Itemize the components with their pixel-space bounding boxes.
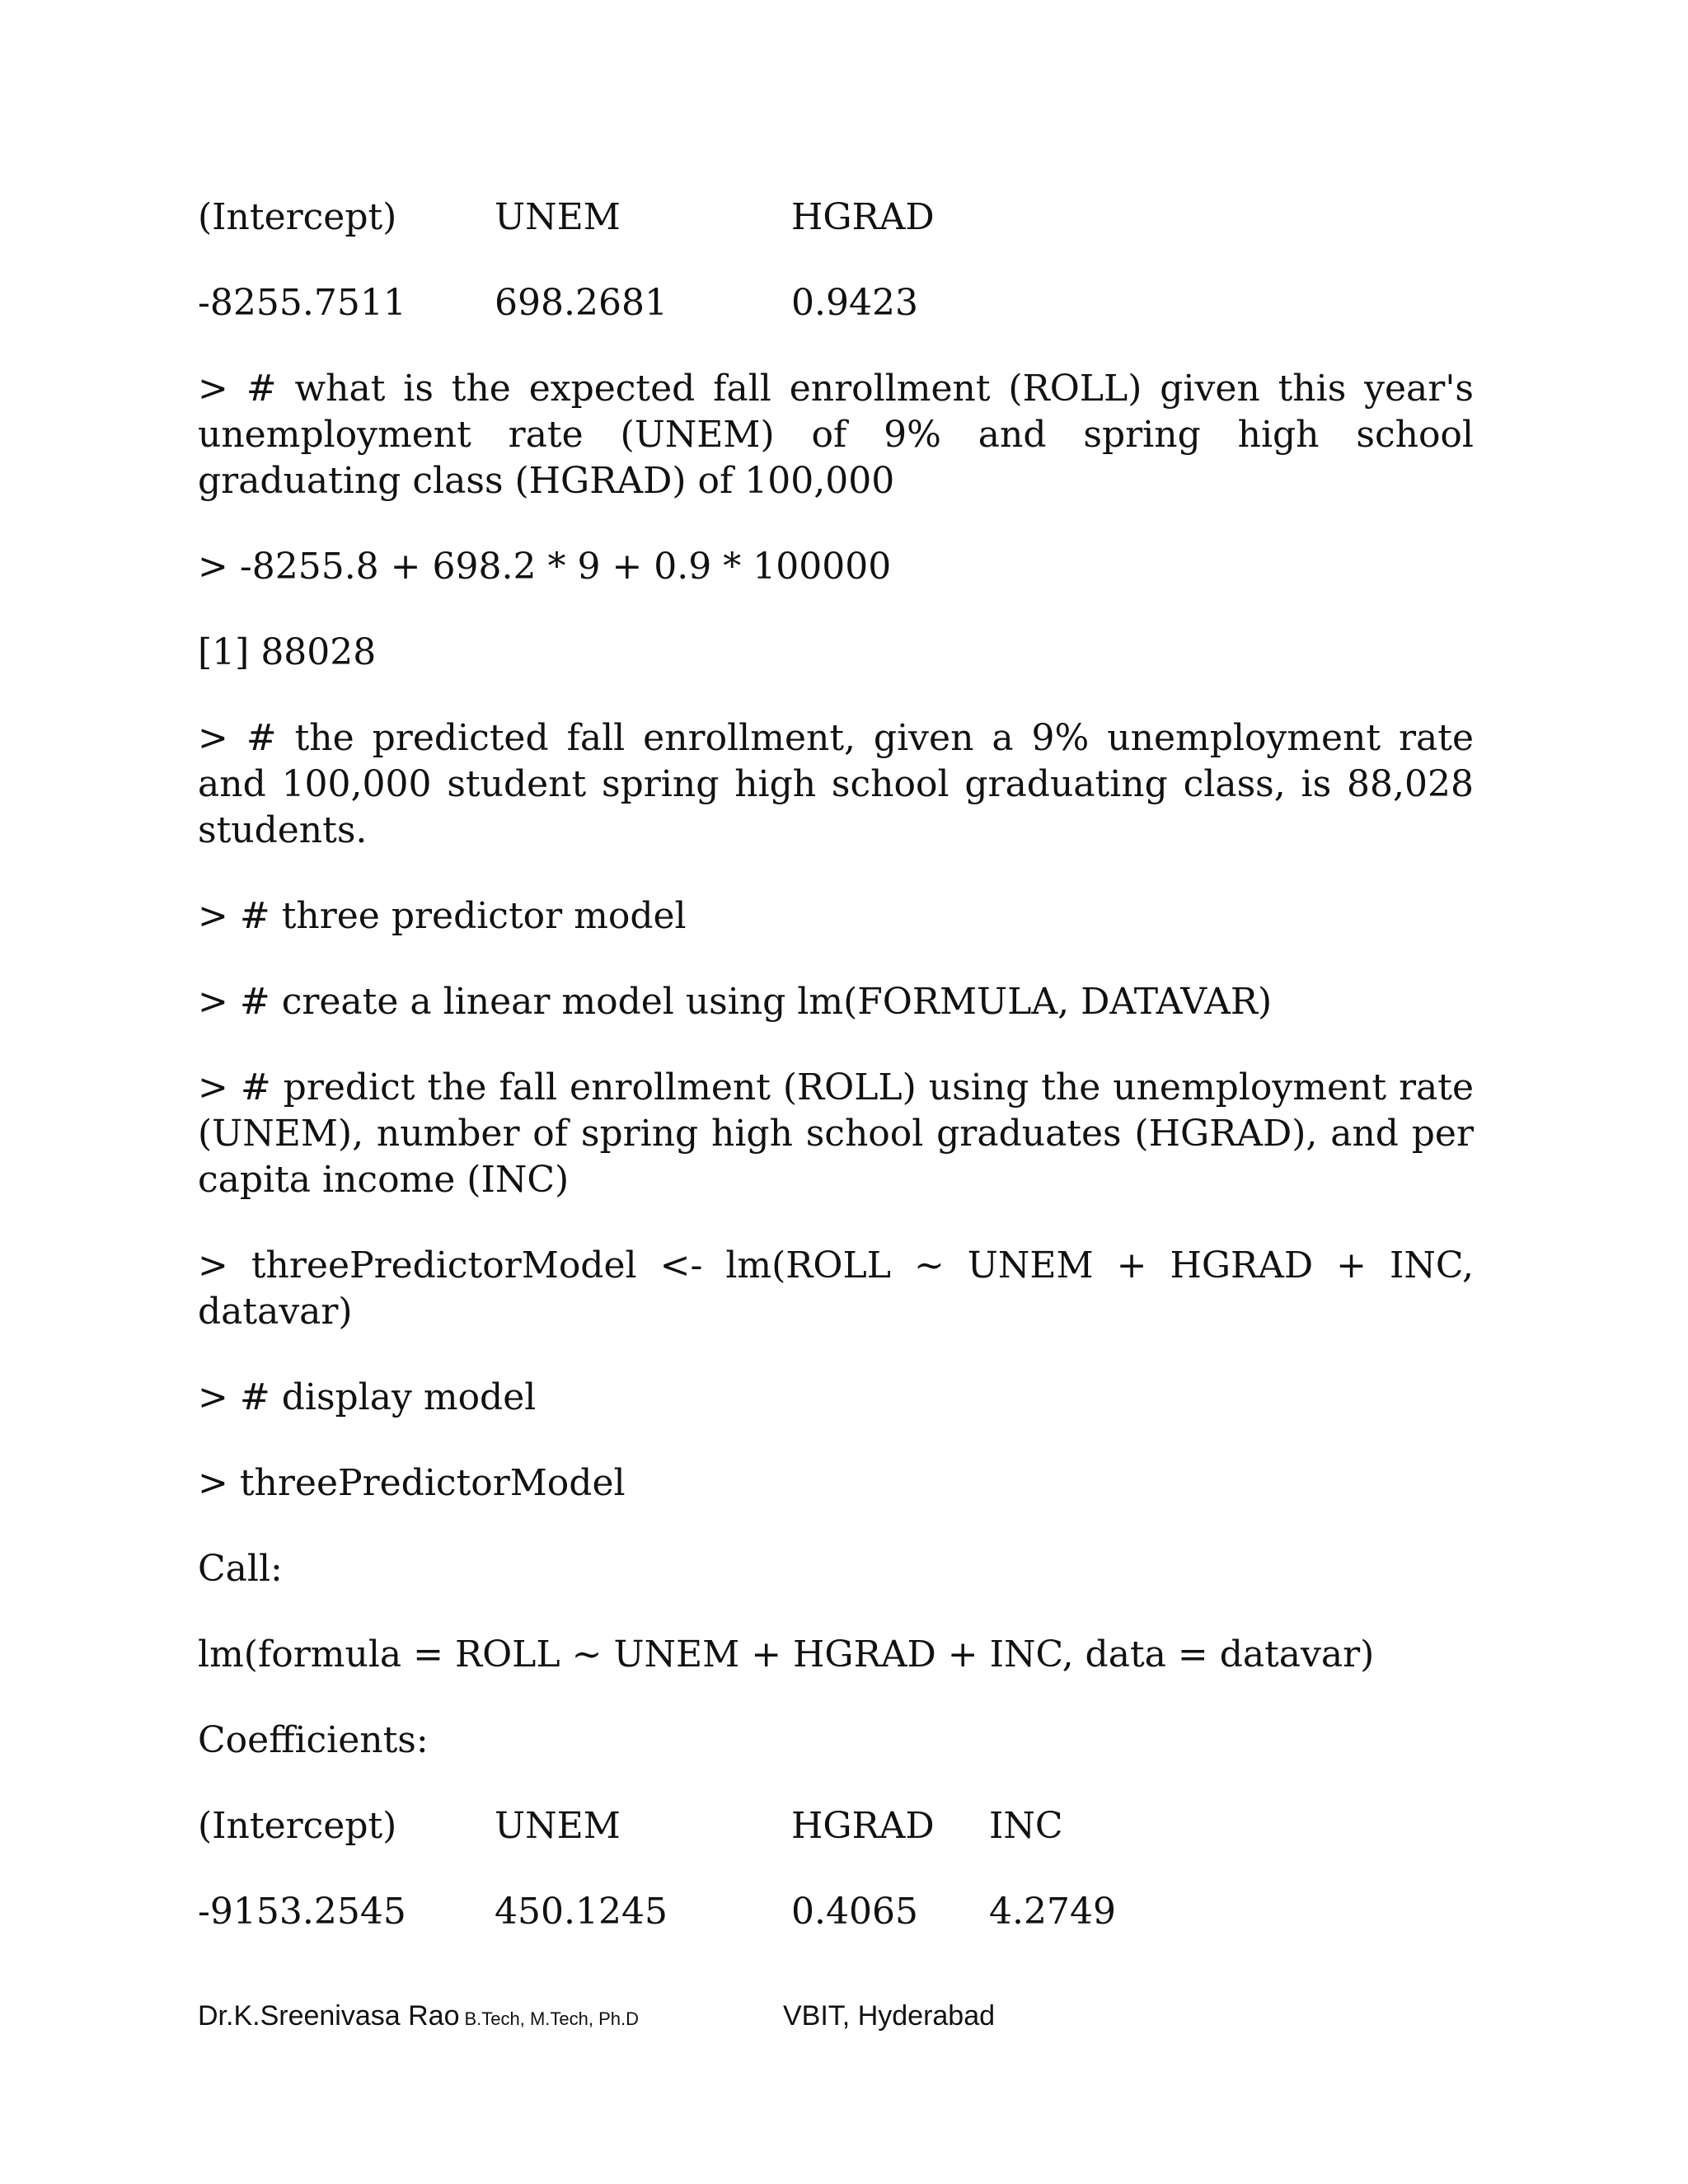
- coef2-header-intercept: (Intercept): [198, 1805, 397, 1847]
- page-content: [198, 194, 1474, 1975]
- prediction-result: [1] 88028: [198, 631, 377, 673]
- model-assignment: > threePredictorModel <- lm(ROLL ~ UNEM + HGRAD + INC, datavar): [198, 1244, 1474, 1333]
- comment-predict-roll: > # predict the fall enrollment (ROLL) using the unemployment rate (UNEM), number of spring high school graduates (HGRAD), and per capita income (INC): [198, 1066, 1474, 1201]
- coef-header-row-2: [198, 1803, 1474, 1849]
- coef2-header-inc: INC: [989, 1805, 1063, 1847]
- comment-create-linear-model: > # create a linear model using lm(FORMULA, DATAVAR): [198, 981, 1273, 1023]
- coef-value-row-1: [198, 280, 1474, 326]
- coef-header-row-1: [198, 194, 1474, 241]
- prediction-formula: > -8255.8 + 698.2 * 9 + 0.9 * 100000: [198, 546, 892, 588]
- coef-value-unem: 698.2681: [495, 282, 668, 324]
- coef-value-hgrad: 0.9423: [791, 282, 918, 324]
- coef2-header-hgrad: HGRAD: [791, 1805, 935, 1847]
- coef2-value-unem: 450.1245: [495, 1891, 668, 1933]
- coefficients-label: Coefficients:: [198, 1719, 429, 1761]
- coef2-header-unem: UNEM: [495, 1805, 621, 1847]
- page-footer: [198, 1998, 1484, 2037]
- coef-header-intercept: (Intercept): [198, 196, 397, 238]
- footer-institution: VBIT, Hyderabad: [783, 2000, 996, 2032]
- call-label: Call:: [198, 1548, 283, 1590]
- coef-header-unem: UNEM: [495, 196, 621, 238]
- coef2-value-intercept: -9153.2545: [198, 1891, 406, 1933]
- footer-author: Dr.K.Sreenivasa Rao: [198, 2000, 460, 2032]
- coef-value-intercept: -8255.7511: [198, 282, 406, 324]
- coef-header-hgrad: HGRAD: [791, 196, 935, 238]
- comment-expected-enrollment: > # what is the expected fall enrollment (ROLL) given this year's unemployment rate (UNEM) of 9% and spring high school graduating class (HGRAD) of 100,000: [198, 368, 1474, 502]
- model-print-command: > threePredictorModel: [198, 1462, 626, 1504]
- coef-value-row-2: [198, 1889, 1474, 1935]
- coef2-value-inc: 4.2749: [989, 1891, 1116, 1933]
- footer-degrees: B.Tech, M.Tech, Ph.D: [464, 2008, 640, 2029]
- comment-three-predictor: > # three predictor model: [198, 895, 687, 937]
- comment-predicted-enrollment: > # the predicted fall enrollment, given a 9% unemployment rate and 100,000 student spring high school graduating class, is 88,028 students.: [198, 717, 1474, 851]
- call-formula: lm(formula = ROLL ~ UNEM + HGRAD + INC, data = datavar): [198, 1633, 1375, 1675]
- coef2-value-hgrad: 0.4065: [791, 1891, 918, 1933]
- comment-display-model: > # display model: [198, 1376, 537, 1418]
